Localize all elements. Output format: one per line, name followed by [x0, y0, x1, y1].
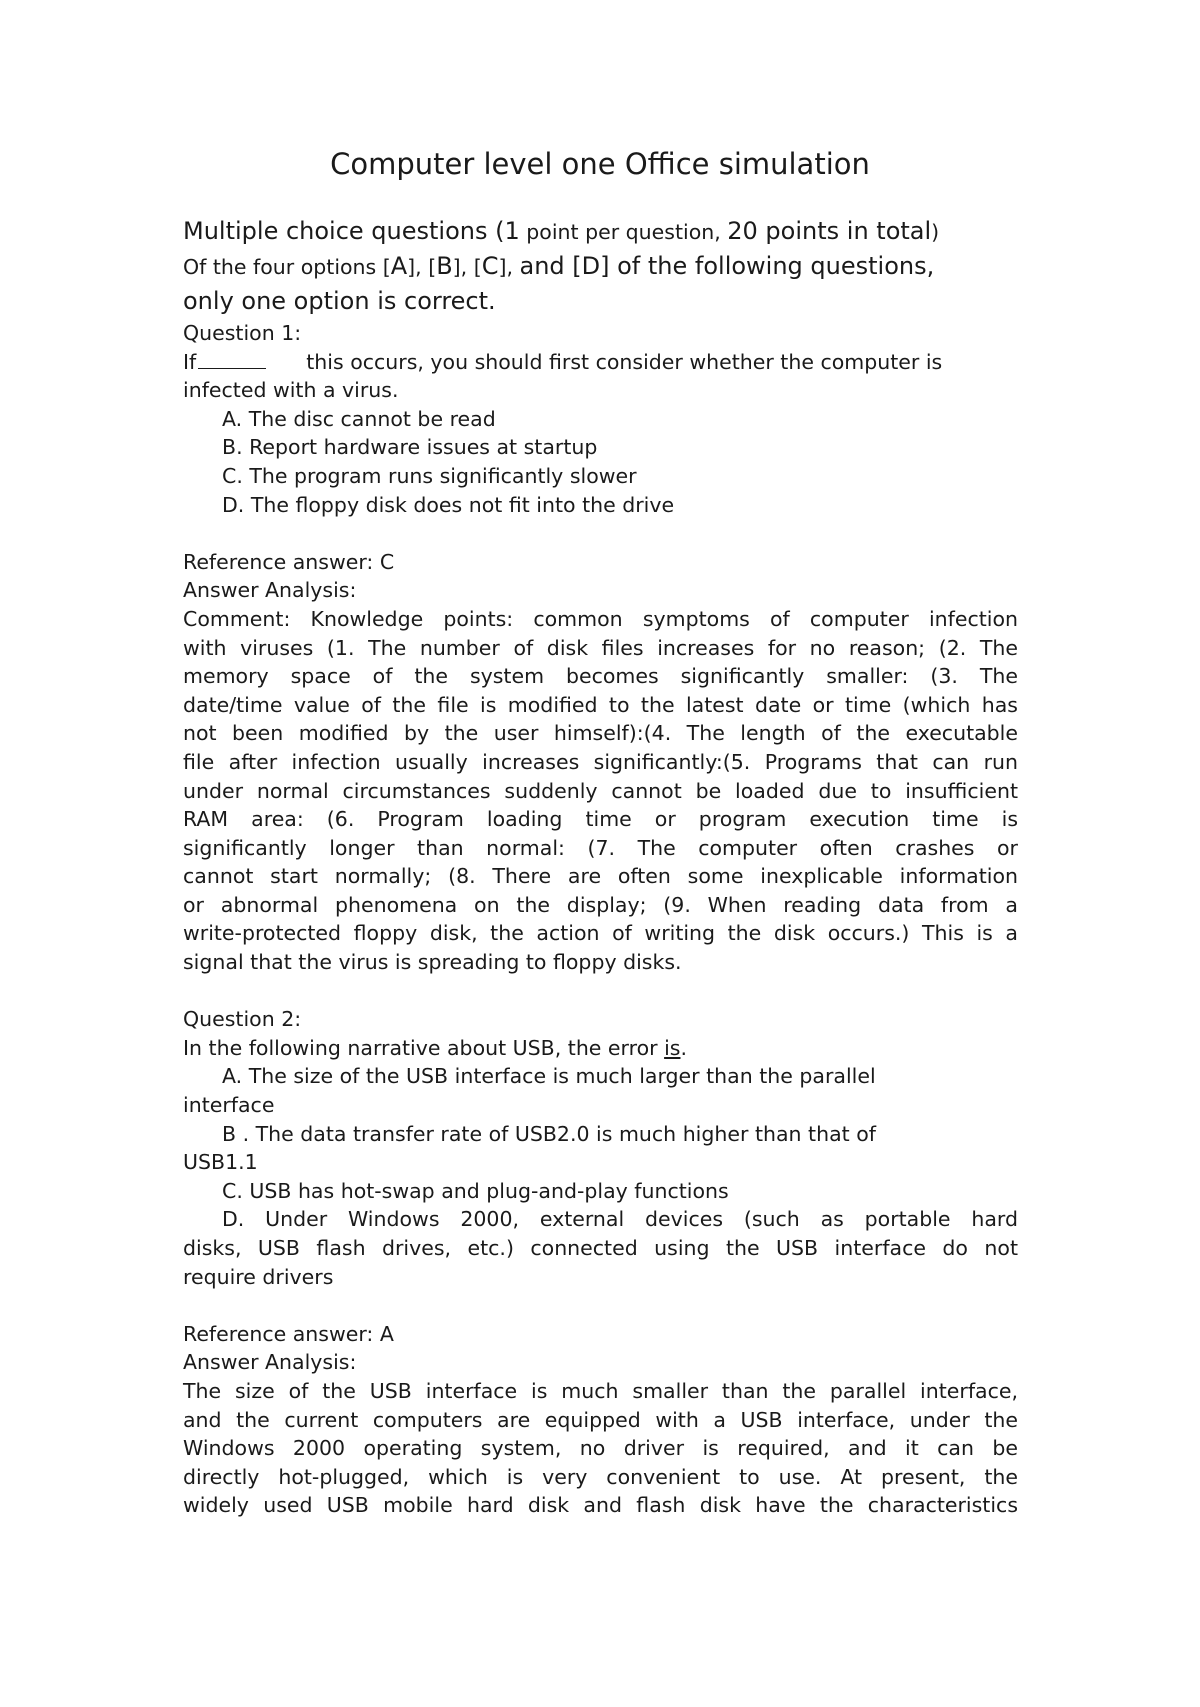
- analysis-line: Comment: Knowledge points: common symptoms of computer infection: [183, 606, 1018, 631]
- question-2-option-a: A. The size of the USB interface is much larger than the parallel: [222, 1064, 876, 1089]
- analysis-line: under normal circumstances suddenly cannot be loaded due to insufficient: [183, 778, 1018, 803]
- analysis-line: Windows 2000 operating system, no driver is required, and it can be: [183, 1436, 1018, 1461]
- spacer: [183, 1291, 1018, 1320]
- analysis-line: with viruses (1. The number of disk files increases for no reason; (2. The: [183, 635, 1018, 660]
- analysis-line: file after infection usually increases significantly:(5. Programs that can run: [183, 749, 1018, 774]
- question-1-stem: If this occurs, you should first consider whether the computer is: [183, 349, 943, 374]
- section-instructions-line2: only one option is correct.: [183, 287, 496, 315]
- analysis-line: widely used USB mobile hard disk and flash disk have the characteristics: [183, 1493, 1018, 1518]
- question-2-option-b: B . The data transfer rate of USB2.0 is much higher than that of: [222, 1121, 876, 1146]
- section-instructions: Of the four options [A], [B], [C], and [D] of the following questions,: [183, 252, 935, 280]
- page-title: Computer level one Office simulation: [330, 147, 870, 181]
- analysis-line: write-protected floppy disk, the action of writing the disk occurs.) This is a: [183, 921, 1018, 946]
- question-2-stem: In the following narrative about USB, the error is.: [183, 1035, 688, 1060]
- question-2-option-c: C. USB has hot-swap and plug-and-play functions: [222, 1178, 729, 1203]
- question-2-analysis-label: Answer Analysis:: [183, 1350, 357, 1375]
- question-1-option-c: C. The program runs significantly slower: [222, 463, 637, 488]
- analysis-line: or abnormal phenomena on the display; (9. When reading data from a: [183, 892, 1018, 917]
- question-2-analysis: [183, 1377, 1018, 1520]
- question-2-option-b-cont: USB1.1: [183, 1150, 258, 1175]
- question-2-option-a-cont: interface: [183, 1093, 275, 1118]
- question-1-answer: Reference answer: C: [183, 549, 395, 574]
- analysis-line: cannot start normally; (8. There are often some inexplicable information: [183, 864, 1018, 889]
- question-2-option-d: D. Under Windows 2000, external devices (such as portable hard: [222, 1207, 1018, 1232]
- section-heading: Multiple choice questions (1 point per question, 20 points in total): [183, 217, 940, 245]
- answer-blank: [198, 350, 266, 369]
- analysis-line: significantly longer than normal: (7. The computer often crashes or: [183, 835, 1018, 860]
- analysis-line: memory space of the system becomes significantly smaller: (3. The: [183, 664, 1018, 689]
- analysis-line: The size of the USB interface is much smaller than the parallel interface,: [183, 1378, 1018, 1403]
- spacer: [183, 977, 1018, 1006]
- question-1-option-d: D. The floppy disk does not fit into the drive: [222, 492, 675, 517]
- analysis-line: RAM area: (6. Program loading time or program execution time is: [183, 807, 1018, 832]
- question-1-label: Question 1:: [183, 321, 302, 345]
- spacer: [183, 519, 1018, 548]
- question-1-analysis: [183, 605, 1018, 977]
- question-1-option-b: B. Report hardware issues at startup: [222, 435, 598, 460]
- analysis-line: and the current computers are equipped with a USB interface, under the: [183, 1407, 1018, 1432]
- question-1-analysis-label: Answer Analysis:: [183, 578, 357, 603]
- question-2-label: Question 2:: [183, 1007, 302, 1032]
- question-2-answer: Reference answer: A: [183, 1321, 394, 1346]
- document-body: [183, 214, 1018, 1520]
- analysis-line: signal that the virus is spreading to floppy disks.: [183, 950, 682, 975]
- question-2-option-d-cont: require drivers: [183, 1264, 334, 1289]
- question-1-option-a: A. The disc cannot be read: [222, 406, 496, 431]
- analysis-line: date/time value of the file is modified to the latest date or time (which has: [183, 692, 1018, 717]
- analysis-line: not been modified by the user himself):(4. The length of the executable: [183, 721, 1018, 746]
- question-1-stem-line2: infected with a virus.: [183, 378, 399, 403]
- analysis-line: directly hot-plugged, which is very convenient to use. At present, the: [183, 1464, 1018, 1489]
- question-2-option-d-cont: disks, USB flash drives, etc.) connected using the USB interface do not: [183, 1236, 1018, 1260]
